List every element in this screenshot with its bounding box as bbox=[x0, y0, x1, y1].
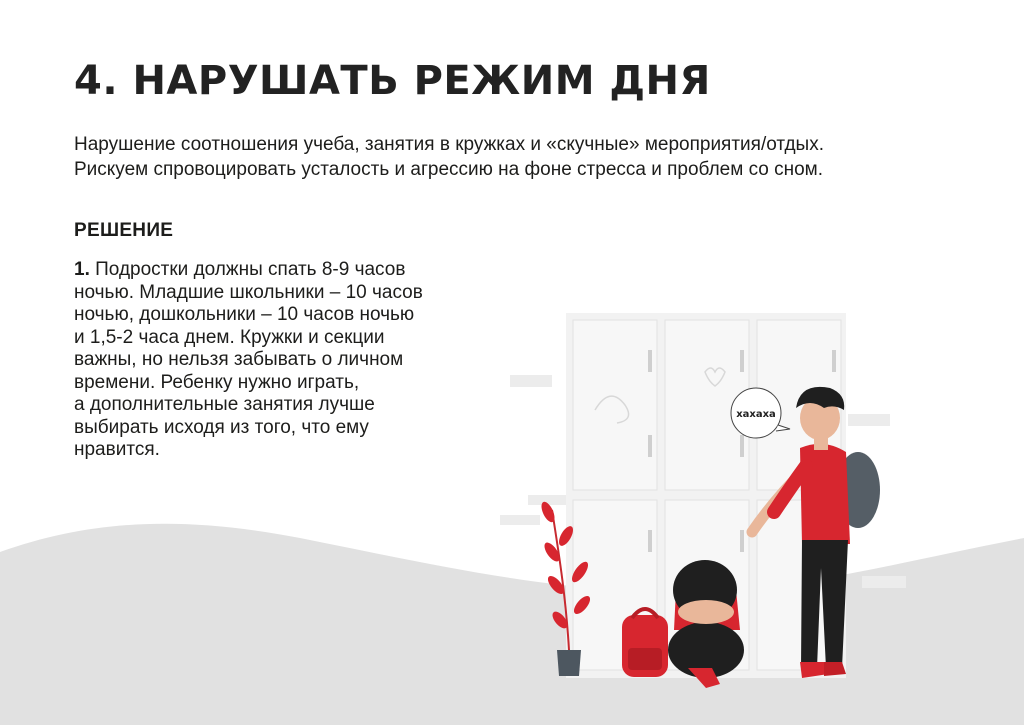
solution-line: времени. Ребенку нужно играть, bbox=[74, 371, 360, 393]
solution-heading: РЕШЕНИЕ bbox=[74, 220, 174, 241]
solution-line: ночью. Младшие школьники – 10 часов bbox=[74, 281, 423, 303]
bullying-illustration bbox=[490, 300, 910, 700]
solution-line-text: Подростки должны спать 8-9 часов bbox=[89, 259, 406, 280]
solution-line: и 1,5-2 часа днем. Кружки и секции bbox=[74, 326, 385, 348]
solution-number: 1. bbox=[74, 259, 90, 280]
intro-line: Рискуем спровоцировать усталость и агрессию на фоне стресса и проблем со сном. bbox=[74, 159, 824, 180]
solution-paragraph bbox=[74, 259, 494, 462]
intro-paragraph bbox=[74, 132, 974, 182]
solution-line: ночью, дошкольники – 10 часов ночью bbox=[74, 304, 415, 325]
solution-line: нравится. bbox=[74, 439, 160, 460]
intro-line: Нарушение соотношения учеба, занятия в кружках и «скучные» мероприятия/отдых. bbox=[74, 134, 824, 155]
page-title: 4. НАРУШАТЬ РЕЖИМ ДНЯ bbox=[74, 58, 711, 104]
solution-line: а дополнительные занятия лучше bbox=[74, 394, 375, 415]
speech-bubble-text: хахаха bbox=[736, 409, 776, 420]
sitting-child bbox=[668, 560, 744, 688]
solution-line: выбирать исходя из того, что ему bbox=[74, 416, 369, 438]
solution-line: важны, но нельзя забывать о личном bbox=[74, 349, 404, 370]
red-backpack bbox=[622, 609, 668, 677]
solution-line bbox=[74, 259, 494, 282]
